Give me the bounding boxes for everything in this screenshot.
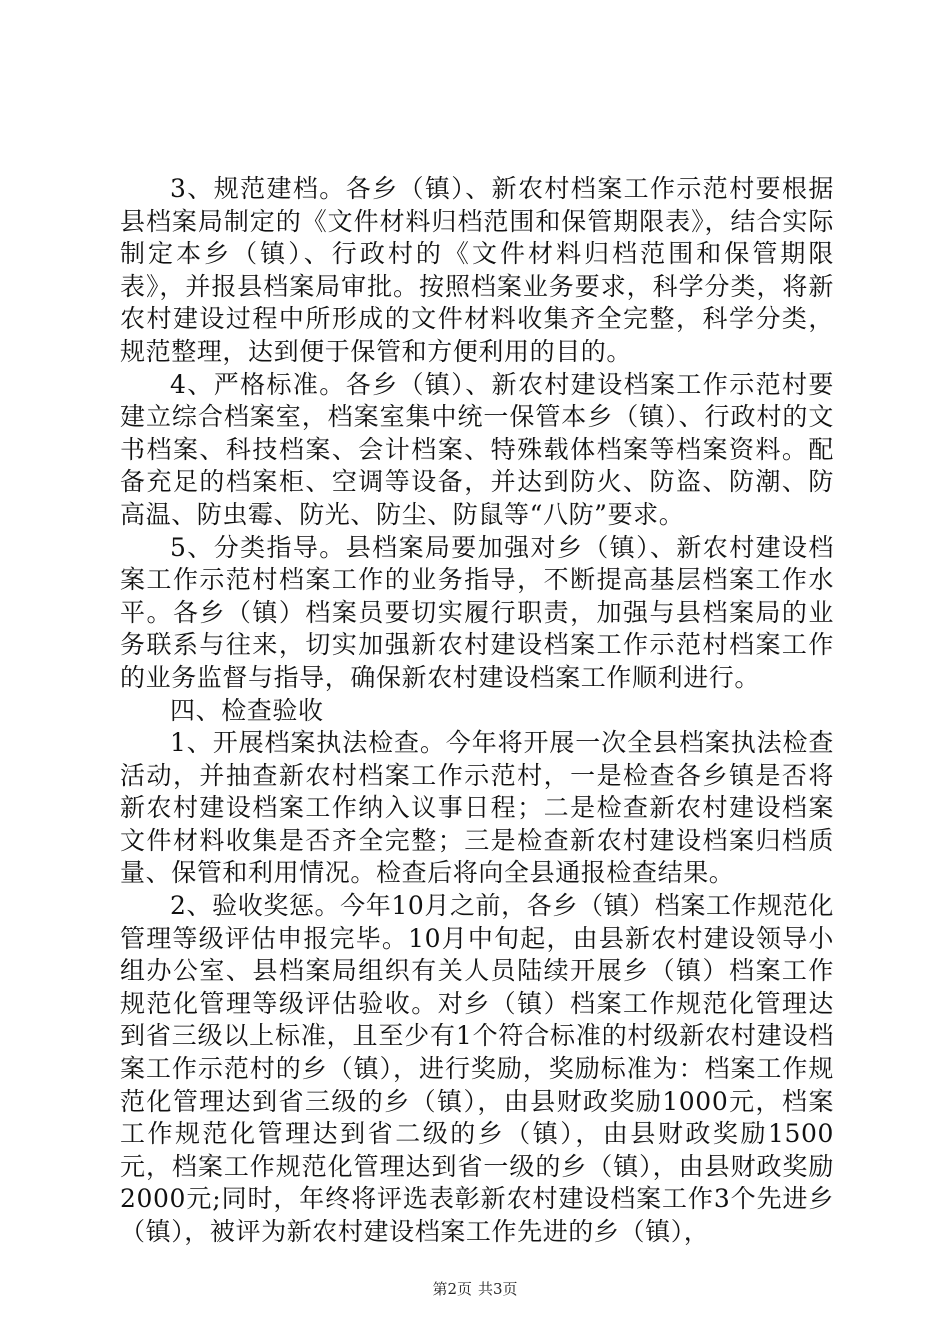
paragraph-acceptance-rewards: 2、验收奖惩。今年10月之前，各乡（镇）档案工作规范化管理等级评估申报完毕。10月中旬起，由县新农村建设领导小组办公室、县档案局组织有关人员陆续开展乡（镇）档案工作规范化管理等级评估验收。对乡（镇）档案工作规范化管理达到省三级以上标准，且至少有1个符合标准的村级新农村建设档案工作示范村的乡（镇），进行奖励，奖励标准为：档案工作规范化管理达到省三级的乡（镇），由县财政奖励1000元，档案工作规范化管理达到省二级的乡（镇），由县财政奖励1500元，档案工作规范化管理达到省一级的乡（镇），由县财政奖励2000元;同时，年终将评选表彰新农村建设档案工作3个先进乡（镇），被评为新农村建设档案工作先进的乡（镇）， — [120, 891, 834, 1246]
page-total: 共3页 — [478, 1280, 518, 1298]
page-footer — [0, 1279, 950, 1299]
paragraph-standardized-filing: 3、规范建档。各乡（镇）、新农村档案工作示范村要根据县档案局制定的《文件材料归档范围和保管期限表》，结合实际制定本乡（镇）、行政村的《文件材料归档范围和保管期限表》，并报县档案局审批。按照档案业务要求，科学分类，将新农村建设过程中所形成的文件材料收集齐全完整，科学分类，规范整理，达到便于保管和方便利用的目的。 — [120, 174, 834, 366]
paragraph-classified-guidance: 5、分类指导。县档案局要加强对乡（镇）、新农村建设档案工作示范村档案工作的业务指导，不断提高基层档案工作水平。各乡（镇）档案员要切实履行职责，加强与县档案局的业务联系与往来，切实加强新农村建设档案工作示范村档案工作的业务监督与指导，确保新农村建设档案工作顺利进行。 — [120, 532, 834, 692]
paragraph-law-enforcement-inspection: 1、开展档案执法检查。今年将开展一次全县档案执法检查活动，并抽查新农村档案工作示范村，一是检查各乡镇是否将新农村建设档案工作纳入议事日程；二是检查新农村建设档案文件材料收集是否齐全完整；三是检查新农村建设档案归档质量、保管和利用情况。检查后将向全县通报检查结果。 — [120, 728, 834, 888]
paragraph-strict-standards: 4、严格标准。各乡（镇）、新农村建设档案工作示范村要建立综合档案室，档案室集中统一保管本乡（镇）、行政村的文书档案、科技档案、会计档案、特殊载体档案等档案资料。配备充足的档案柜、空调等设备，并达到防火、防盗、防潮、防高温、防虫霉、防光、防尘、防鼠等“八防”要求。 — [120, 369, 834, 529]
page-number: 第2页 — [432, 1280, 472, 1298]
document-body — [120, 173, 834, 1249]
section-heading-inspection: 四、检查验收 — [170, 695, 324, 725]
